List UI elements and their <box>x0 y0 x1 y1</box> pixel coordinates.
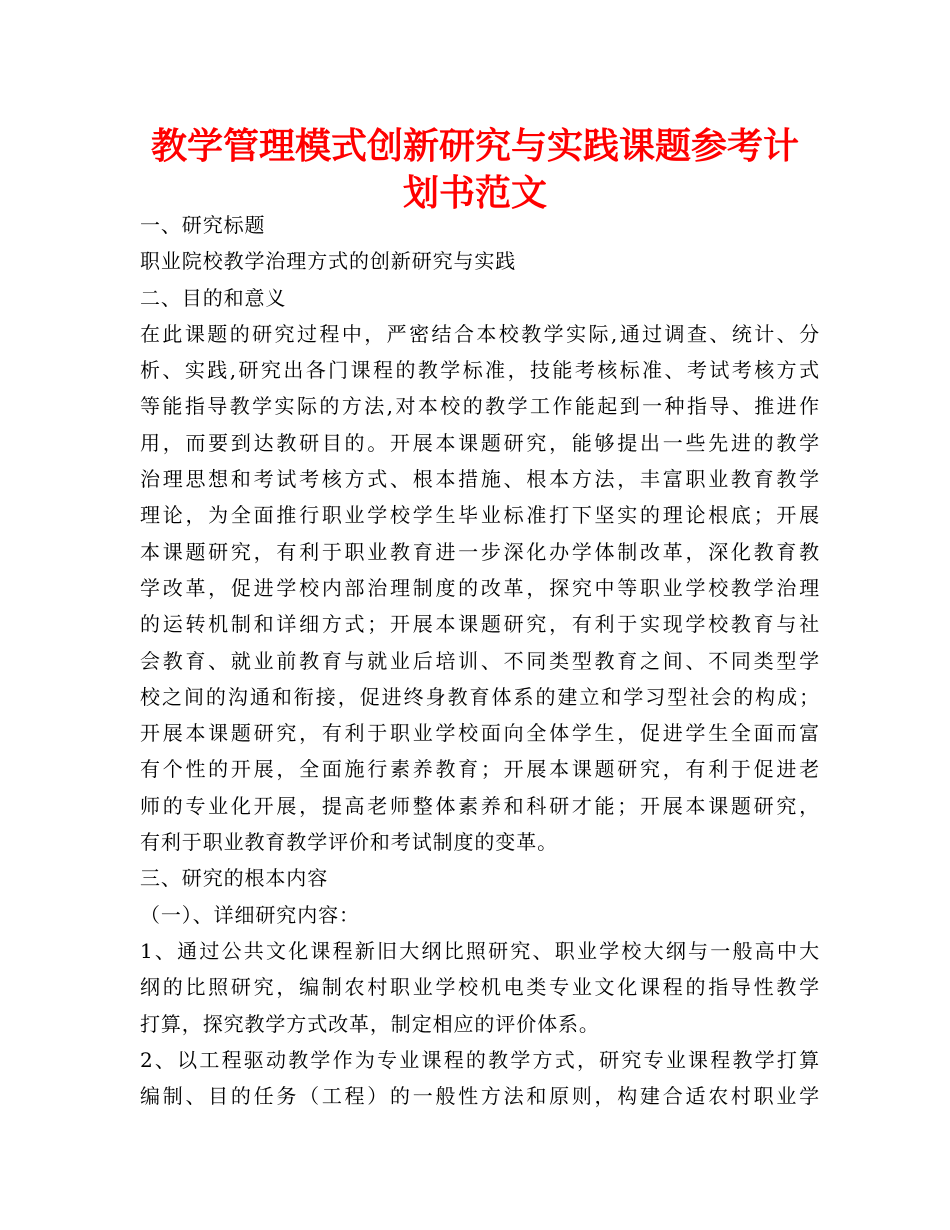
paragraph-line: 开展本课题研究，有利于职业学校面向全体学生，促进学生全面而富 <box>140 721 820 746</box>
section-heading: 三、研究的根本内容 <box>140 866 329 891</box>
paragraph-line: 师的专业化开展，提高老师整体素养和科研才能；开展本课题研究， <box>140 793 820 818</box>
paragraph-line: 编制、目的任务（工程）的一般性方法和原则，构建合适农村职业学 <box>140 1084 820 1109</box>
paragraph-line: 的运转机制和详细方式；开展本课题研究，有利于实现学校教育与社 <box>140 612 820 637</box>
paragraph-line: 治理思想和考试考核方式、根本措施、根本方法，丰富职业教育教学 <box>140 467 820 492</box>
document-title-line-2: 划书范文 <box>402 173 547 214</box>
subsection-heading: （一）、详细研究内容： <box>140 902 360 927</box>
document-title-line-1: 教学管理模式创新研究与实践课题参考计 <box>150 126 799 167</box>
paragraph-line: 在此课题的研究过程中，严密结合本校教学实际,通过调查、统计、分 <box>140 321 820 346</box>
paragraph-line: 析、实践,研究出各门课程的教学标准，技能考核标准、考试考核方式 <box>140 358 820 383</box>
paragraph-line: 用，而要到达教研目的。开展本课题研究，能够提出一些先进的教学 <box>140 430 820 455</box>
section-heading: 一、研究标题 <box>140 213 266 237</box>
paragraph-line: 本课题研究，有利于职业教育进一步深化办学体制改革，深化教育教 <box>140 539 820 564</box>
paragraph-line: 理论，为全面推行职业学校学生毕业标准打下坚实的理论根底；开展 <box>140 503 820 528</box>
paragraph-line: 2、以工程驱动教学作为专业课程的教学方式，研究专业课程教学打算 <box>140 1047 820 1072</box>
paragraph-line: 纲的比照研究，编制农村职业学校机电类专业文化课程的指导性教学 <box>140 975 820 1000</box>
paragraph-line: 学改革，促进学校内部治理制度的改革，探究中等职业学校教学治理 <box>140 575 820 600</box>
paragraph-line: 1、通过公共文化课程新旧大纲比照研究、职业学校大纲与一般高中大 <box>140 938 820 963</box>
paragraph-line: 职业院校教学治理方式的创新研究与实践 <box>140 249 517 274</box>
paragraph-line: 打算，探究教学方式改革，制定相应的评价体系。 <box>140 1011 600 1036</box>
paragraph-line: 等能指导教学实际的方法,对本校的教学工作能起到一种指导、推进作 <box>140 394 820 419</box>
document-body <box>140 207 820 1114</box>
paragraph-line: 会教育、就业前教育与就业后培训、不同类型教育之间、不同类型学 <box>140 648 820 673</box>
paragraph-line: 有利于职业教育教学评价和考试制度的变革。 <box>140 830 558 855</box>
section-heading: 二、目的和意义 <box>140 285 287 310</box>
paragraph-line: 有个性的开展，全面施行素养教育；开展本课题研究，有利于促进老 <box>140 757 820 782</box>
paragraph-line: 校之间的沟通和衔接，促进终身教育体系的建立和学习型社会的构成； <box>140 684 820 709</box>
